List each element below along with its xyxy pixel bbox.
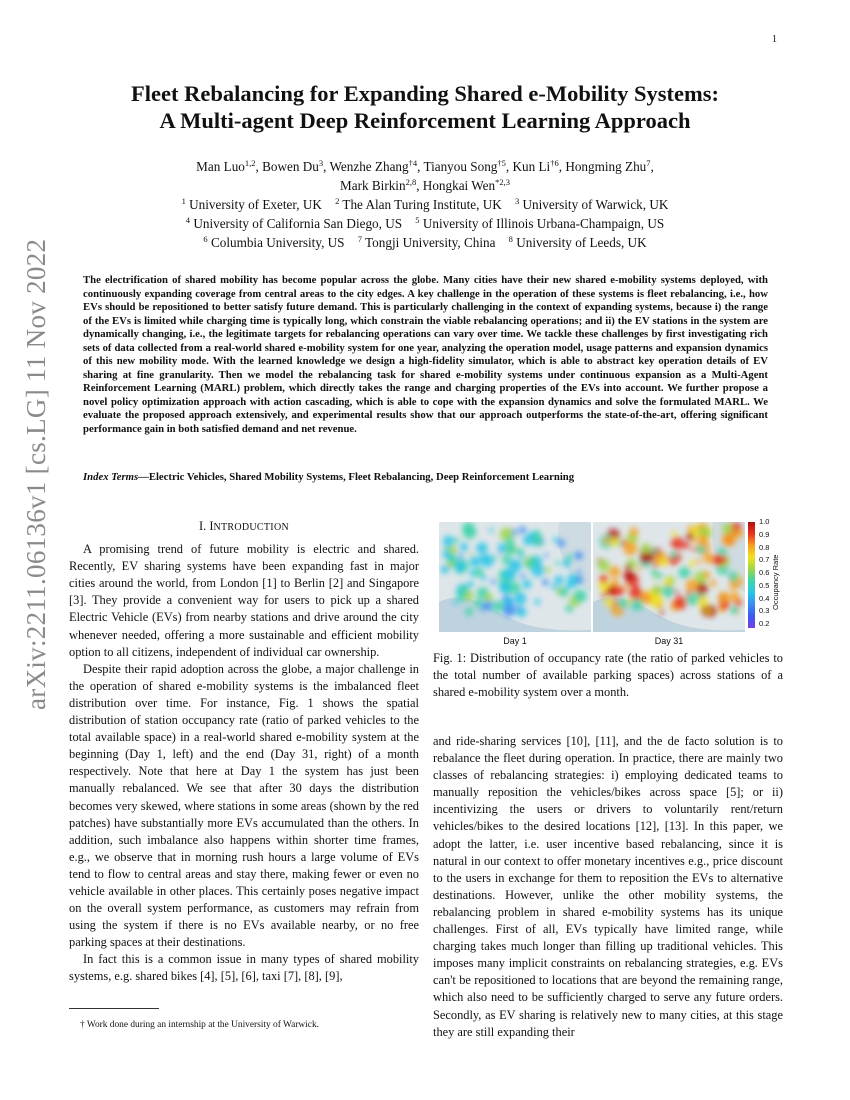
heatmap-blob [464,591,474,601]
index-terms-list: —Electric Vehicles, Shared Mobility Systems, Fleet Rebalancing, Deep Reinforcement Learning [138,471,575,483]
heatmap-blob [565,605,573,613]
heatmap-blob [499,550,503,554]
colorbar-title: Occupancy Rate [771,554,780,610]
affiliation-line [100,214,750,233]
heatmap-blob [722,523,733,534]
heatmap-blob [598,559,610,571]
intro-paragraph-3: In fact this is a common issue in many types of shared mobility systems, e.g. shared bikes [4], [5], [6], taxi [7], [8], [9], [69,952,419,984]
heatmap-blob [474,599,483,608]
heatmap-blob [734,529,743,538]
heatmap-blob [483,600,493,610]
heatmap-blob [678,567,690,579]
author-affiliation-marker: 2,8 [405,177,417,187]
heatmap-blob [555,561,560,566]
heatmap-blob [674,590,679,595]
heatmap-blob [662,585,674,597]
heatmap-blob [542,579,549,586]
affiliation-line [100,233,750,252]
heatmap-blob [558,540,565,547]
heatmap-blob [617,598,628,609]
author-name: Wenzhe Zhang [329,159,409,174]
heatmap-blob [474,568,484,578]
heatmap-blob [517,606,522,611]
heatmap-blob [603,538,610,545]
heatmap-blob [468,581,474,587]
section-heading: I. INTRODUCTION [199,519,289,533]
affiliation-marker: 5 [415,215,420,225]
heatmap-blob [491,579,496,584]
heatmap-blob [576,576,583,583]
page-number: 1 [772,34,777,45]
heatmap-blob [460,543,469,552]
figure-1 [433,518,783,648]
colorbar-tick-label: 0.6 [759,568,770,577]
heatmap-blob [659,558,668,567]
heatmap-blob [670,551,678,559]
heatmap-blob [625,571,636,582]
heatmap-day-31 [593,522,745,632]
heatmap-blob [504,544,516,556]
heatmap-blob [700,593,704,597]
author-affiliation-marker: 3 [318,158,324,168]
heatmap-blob [599,574,608,583]
heatmap-blob [505,573,509,577]
colorbar-tick-label: 0.7 [759,555,770,565]
heatmap-blob [544,567,550,573]
index-terms [83,470,768,484]
heatmap-blob [625,564,631,570]
colorbar-tick-label: 1.0 [759,517,770,526]
heatmap-blob [575,551,583,559]
heatmap-blob [523,580,532,589]
heatmap-blob [534,599,540,605]
heatmap-blob [720,556,727,563]
colorbar-tick-label: 0.3 [759,606,770,616]
colorbar [748,522,755,628]
heatmap-blob [454,561,466,573]
heatmap-blob [686,590,691,595]
heatmap-blob [453,601,458,606]
heatmap-blob [686,579,699,592]
heatmap-blob [519,526,526,533]
heatmap-blob [462,522,474,534]
heatmap-blob [559,587,569,597]
author-name: Tianyou Song [423,159,498,174]
author-affiliation-marker: †5 [497,158,506,168]
paper-title [60,80,790,134]
colorbar-tick-label: 0.2 [759,619,770,628]
heatmap-blob [566,581,574,589]
heatmap-blob [484,593,493,602]
abstract: The electrification of shared mobility has become popular across the globe. Many cities have their new shared e-mobility systems deployed, with continuously expanding coverage from central areas to the city edges. A key challenge in the operation of these systems is fleet rebalancing, i.e., how EVs should be repositioned to better satisfy future demand. This is particularly challenging in the context of expanding systems, because i) the range of the EVs is limited while charging time is typically long, which constrain the viable rebalancing operations; and ii) the EV stations in the system are dynamically changing, i.e., the legitimate targets for rebalancing operations can vary over time. We tackle these challenges by first investigating rich sets of data collected from a real-world shared e-mobility system for one year, analyzing the operation model, usage patterns and expansion dynamics of this new mobility mode. With the learned knowledge we design a high-fidelity simulator, which is able to abstract key operation details of EV sharing at fine granularity. Then we model the rebalancing task for shared e-mobility systems under continuous expansion as a Multi-Agent Reinforcement Learning (MARL) problem, which directly takes the range and charging properties of the EVs into account. We further propose a novel policy optimization approach with action cascading, which is able to cope with the expansion dynamics and solve the formulated MARL. We evaluate the proposed approach extensively, and experimental results show that our approach outperforms the state-of-the-art, offering significant performance gain in both satisfied demand and net revenue. [83,274,768,435]
heatmap-blob [448,545,457,554]
heatmap-blob [722,533,736,547]
author-affiliation-marker: 1,2 [244,158,256,168]
affiliation-name: Columbia University, US [207,235,345,250]
left-column [69,518,419,986]
author-affiliation-marker: †6 [550,158,559,168]
author-affiliation-marker: 7 [646,158,651,168]
heatmap-blob [499,582,511,594]
heatmap-blob [551,584,557,590]
heatmap-blob [659,610,663,614]
heatmap-blob [657,573,663,579]
heatmap-blob [614,586,625,597]
map-label-day-1: Day 1 [503,636,527,646]
affiliation-name: The Alan Turing Institute, UK [339,197,502,212]
heatmap-blob [563,559,571,567]
figure-caption: Fig. 1: Distribution of occupancy rate (the ratio of parked vehicles to the total number of available parking spaces) across stations of a shared e-mobility system over a month. [433,651,783,700]
heatmap-blob [696,559,701,564]
heatmap-blob [730,592,740,602]
heatmap-blob [697,545,706,554]
heatmap-blob [441,565,450,574]
heatmap-blob [641,543,652,554]
heatmap-blob [553,537,559,543]
affiliation-marker: 2 [335,196,340,206]
heatmap-blob [641,593,652,604]
author-name: Mark Birkin [340,178,406,193]
heatmap-blob [609,566,621,578]
author-affiliation-marker: †4 [408,158,418,168]
affiliation-line [100,195,750,214]
heatmap-blob [492,601,504,613]
affiliation-marker: 7 [357,234,362,244]
affiliation-marker: 6 [203,234,208,244]
affiliation-name: University of Illinois Urbana-Champaign, US [419,216,665,231]
heatmap-blob [514,592,526,604]
affiliation-marker: 3 [514,196,520,206]
author-name: Hongkai Wen [422,178,496,193]
heatmap-blob [729,572,739,582]
affiliation-name: Tongji University, China [361,235,496,250]
heatmap-blob [454,538,459,543]
right-column [433,733,783,1041]
heatmap-day-1 [439,522,591,632]
affiliation-lines [100,195,750,252]
affiliation-name: University of Exeter, UK [185,197,322,212]
author-name: Kun Li [512,159,551,174]
heatmap-blob [692,547,697,552]
heatmap-blob [517,548,524,555]
heatmap-blob [489,528,494,533]
heatmap-blob [601,594,605,598]
heatmap-blob [623,541,637,555]
colorbar-tick-label: 0.4 [759,593,770,603]
heatmap-blob [703,571,710,578]
heatmap-blob [651,569,658,576]
heatmap-blob [636,566,641,571]
arxiv-stamp: arXiv:2211.06136v1 [cs.LG] 11 Nov 2022 [21,238,51,710]
heatmap-blob [630,528,639,537]
heatmap-blob [718,591,730,603]
heatmap-blob [470,556,481,567]
footnote: † Work done during an internship at the University of Warwick. [80,1020,319,1030]
heatmap-blob [649,594,663,608]
affiliation-name: University of Warwick, UK [519,197,669,212]
heatmap-blob [611,580,618,587]
heatmap-blob [629,587,642,600]
heatmap-blob [605,598,613,606]
affiliation-name: University of Leeds, UK [512,235,647,250]
affiliation-marker: 4 [185,215,191,225]
heatmap-blob [554,576,563,585]
heatmap-blob [458,553,463,558]
heatmap-blob [465,608,473,616]
heatmap-blob [520,574,525,579]
colorbar-tick-label: 0.8 [759,542,770,552]
author-block [100,157,750,252]
author-line-1: Man Luo$^{1,2}$, Bowen Du$^3$, Wenzhe Zhang$^{\dagger 4}$, Tianyou Song$^{\dagger 5}$, Kun Li$^{\dagger 6}$, Hongming Zhu$^7$, [196,158,654,174]
affiliation-marker: 1 [181,196,186,206]
right-paragraph: and ride-sharing services [10], [11], and the de facto solution is to rebalance the fleet during operation. In practice, there are mainly two classes of rebalancing strategies: i) employing dedicated teams to manually reposition the vehicles/bikes across space [5]; or ii) incentivizing the users or drivers to voluntarily rent/return vehicles/bikes to the desired locations [12], [13]. In this paper, we adopt the latter, i.e. user incentive based rebalancing, since it is natural in our context to offer monetary incentives e.g., price discount to the users in exchange for them to reposition the EVs to alternative destinations. However, unlike the other mobility systems, the rebalancing problem in shared e-mobility systems has its unique challenges. First of all, EVs typically have limited range, while charging takes much longer than filling up traditional vehicles. This imposes many implicit constraints on rebalancing strategies, e.g. EVs can't be repositioned to locations that are beyond the remaining range, which also need to be sufficiently charged to serve any future orders. Secondly, as EV sharing is relatively new to many cities, at this stage they are still expanding their [433,734,783,1039]
title-line-2: A Multi-agent Deep Reinforcement Learning Approach [159,108,691,133]
colorbar-tick-label: 0.5 [759,580,770,590]
author-name: Bowen Du [262,159,319,174]
heatmap-blob [523,535,534,546]
intro-paragraph-1: A promising trend of future mobility is electric and shared. Recently, EV sharing systems have been expanding fast in major cities around the world, from London [1] to Berlin [2] and Singapore [3]. They provide a convenient way for users to pick up a shared Electric Vehicle (EVs) from nearby stations and drive around the city whenever needed, offering a more sustainable and efficient mobility option to all citizens, independent of individual car ownership. [69,542,419,659]
heatmap-blob [610,538,619,547]
heatmap-blob [705,608,711,614]
index-terms-label: Index Terms [83,471,139,483]
heatmap-blob [504,597,512,605]
heatmap-blob [503,604,516,617]
colorbar-tick-label: 0.9 [759,529,770,539]
heatmap-blob [469,552,473,556]
affiliation-name: University of California San Diego, US [190,216,403,231]
author-line-2: Mark Birkin$^{2,8}$, Hongkai Wen$^{*2,3}$ [340,177,510,193]
heatmap-blob [692,538,697,543]
heatmap-blob [577,570,581,574]
author-affiliation-marker: *2,3 [495,177,510,187]
heatmap-blob [544,553,548,557]
heatmap-blob [730,606,739,615]
author-name: Hongming Zhu [565,159,647,174]
footnote-rule [69,1008,159,1009]
heatmap-blob [710,580,717,587]
intro-paragraph-2: Despite their rapid adoption across the globe, a major challenge in the operation of shared e-mobility systems is the imbalanced fleet distribution over time. For instance, Fig. 1 shows the spatial distribution of station occupancy rate (ratio of parked vehicles to the total available space) in a real-world shared e-mobility system at the beginning (Day 1, left) and the end (Day 31, right) of a month respectively. Note that here at Day 1 the system has just been manually rebalanced. We see that after 30 days the distribution becomes very skewed, where stations in some areas (shown by the red patches) have substantially more EVs accumulated than the others. In addition, such imbalance also happens within shorter time frames, e.g., we observe that in morning rush hours a large volume of EVs tend to flow to central areas and stay there, making fewer or even no vehicle available in other places. This certainly poses negative impact on the overall system performance, as customers may refrain from using the system if there is no EVs available nearby, or no free parking spaces at their destinations. [69,661,419,950]
heatmap-blob [671,531,676,536]
affiliation-marker: 8 [508,234,513,244]
title-line-1: Fleet Rebalancing for Expanding Shared e-Mobility Systems: [131,81,719,106]
map-label-day-31: Day 31 [654,636,684,646]
heatmap-blob [476,542,487,553]
heatmap-blob [443,536,454,547]
heatmap-blob [652,585,662,595]
heatmap-blob [481,554,494,567]
heatmap-blob [674,596,688,610]
heatmap-blob [690,563,695,568]
heatmap-blob [574,589,587,602]
author-name: Man Luo [196,159,245,174]
heatmap-blob [527,560,536,569]
heatmap-blob [671,537,684,550]
